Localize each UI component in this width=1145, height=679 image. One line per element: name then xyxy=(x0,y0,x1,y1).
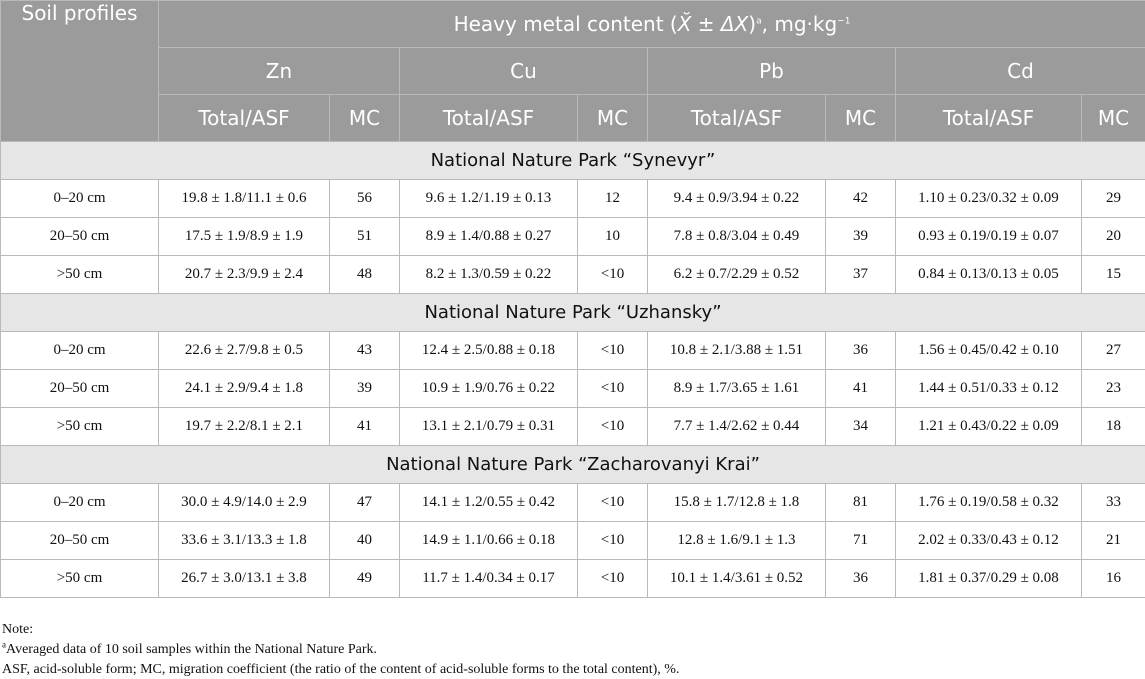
zn-mc-cell: 39 xyxy=(330,370,400,408)
zn-mc-cell: 47 xyxy=(330,484,400,522)
title-footnote-mark: a xyxy=(756,16,762,27)
zn-mc-cell: 49 xyxy=(330,560,400,598)
cu-mc-cell: <10 xyxy=(578,560,648,598)
zn-total-asf-cell: 17.5 ± 1.9/8.9 ± 1.9 xyxy=(159,218,330,256)
cd-mc-cell: 16 xyxy=(1082,560,1145,598)
cu-total-asf-cell: 8.2 ± 1.3/0.59 ± 0.22 xyxy=(400,256,578,294)
cd-total-asf-cell: 1.81 ± 0.37/0.29 ± 0.08 xyxy=(896,560,1082,598)
pb-total-asf-cell: 10.1 ± 1.4/3.61 ± 0.52 xyxy=(648,560,826,598)
cd-total-asf-cell: 1.56 ± 0.45/0.42 ± 0.10 xyxy=(896,332,1082,370)
cu-total-asf-cell: 14.9 ± 1.1/0.66 ± 0.18 xyxy=(400,522,578,560)
cu-mc-cell: <10 xyxy=(578,522,648,560)
pb-mc-cell: 71 xyxy=(826,522,896,560)
pb-total-asf-cell: 7.8 ± 0.8/3.04 ± 0.49 xyxy=(648,218,826,256)
pb-mc-cell: 36 xyxy=(826,332,896,370)
pb-mc-cell: 41 xyxy=(826,370,896,408)
cu-total-asf-cell: 14.1 ± 1.2/0.55 ± 0.42 xyxy=(400,484,578,522)
table-row xyxy=(1,180,1145,218)
metal-header-cu: Cu xyxy=(400,48,648,95)
depth-cell: >50 cm xyxy=(1,256,159,294)
cd-mc-cell: 27 xyxy=(1082,332,1145,370)
zn-total-asf-cell: 19.8 ± 1.8/11.1 ± 0.6 xyxy=(159,180,330,218)
pb-total-asf-cell: 8.9 ± 1.7/3.65 ± 1.61 xyxy=(648,370,826,408)
cd-mc-cell: 20 xyxy=(1082,218,1145,256)
cd-total-asf-cell: 1.10 ± 0.23/0.32 ± 0.09 xyxy=(896,180,1082,218)
pb-mc-cell: 81 xyxy=(826,484,896,522)
table-row xyxy=(1,522,1145,560)
zn-mc-cell: 56 xyxy=(330,180,400,218)
depth-cell: 0–20 cm xyxy=(1,180,159,218)
zn-total-asf-cell: 20.7 ± 2.3/9.9 ± 2.4 xyxy=(159,256,330,294)
depth-cell: >50 cm xyxy=(1,560,159,598)
depth-cell: 20–50 cm xyxy=(1,522,159,560)
cd-mc-cell: 18 xyxy=(1082,408,1145,446)
metal-header-pb: Pb xyxy=(648,48,896,95)
depth-cell: 0–20 cm xyxy=(1,484,159,522)
cd-mc-cell: 29 xyxy=(1082,180,1145,218)
table-row xyxy=(1,408,1145,446)
cd-mc-cell: 21 xyxy=(1082,522,1145,560)
table-body xyxy=(1,142,1145,598)
cu-mc-cell: 12 xyxy=(578,180,648,218)
pb-mc-cell: 42 xyxy=(826,180,896,218)
pb-mc-cell: 36 xyxy=(826,560,896,598)
cu-mc-cell: <10 xyxy=(578,408,648,446)
zn-total-asf-cell: 22.6 ± 2.7/9.8 ± 0.5 xyxy=(159,332,330,370)
zn-total-asf-cell: 33.6 ± 3.1/13.3 ± 1.8 xyxy=(159,522,330,560)
cd-total-asf-cell: 2.02 ± 0.33/0.43 ± 0.12 xyxy=(896,522,1082,560)
table-row xyxy=(1,332,1145,370)
depth-cell: 20–50 cm xyxy=(1,370,159,408)
soil-profiles-header: Soil profiles xyxy=(1,1,159,142)
mc-header: MC xyxy=(578,95,648,142)
pb-total-asf-cell: 10.8 ± 2.1/3.88 ± 1.51 xyxy=(648,332,826,370)
zn-mc-cell: 40 xyxy=(330,522,400,560)
note-label: Note: xyxy=(2,622,34,637)
cu-total-asf-cell: 12.4 ± 2.5/0.88 ± 0.18 xyxy=(400,332,578,370)
table-title: Heavy metal content (X̆ ± ΔX)$^a$, $mg\cdot kg^{-1}$ xyxy=(159,1,1145,48)
cd-total-asf-cell: 0.84 ± 0.13/0.13 ± 0.05 xyxy=(896,256,1082,294)
cd-mc-cell: 33 xyxy=(1082,484,1145,522)
depth-cell: >50 cm xyxy=(1,408,159,446)
pb-mc-cell: 39 xyxy=(826,218,896,256)
cu-mc-cell: <10 xyxy=(578,256,648,294)
pb-total-asf-cell: 9.4 ± 0.9/3.94 ± 0.22 xyxy=(648,180,826,218)
table-row xyxy=(1,560,1145,598)
abbreviations-note: ASF, acid-soluble form; MC, migration coefficient (the ratio of the content of acid-soluble forms to the total content), %. xyxy=(2,662,680,677)
cd-total-asf-cell: 1.76 ± 0.19/0.58 ± 0.32 xyxy=(896,484,1082,522)
park-name: National Nature Park “Zacharovanyi Krai” xyxy=(1,446,1145,484)
zn-mc-cell: 48 xyxy=(330,256,400,294)
mc-header: MC xyxy=(330,95,400,142)
cu-total-asf-cell: 11.7 ± 1.4/0.34 ± 0.17 xyxy=(400,560,578,598)
total-asf-header: Total/ASF xyxy=(159,95,330,142)
cu-mc-cell: <10 xyxy=(578,484,648,522)
cu-total-asf-cell: 9.6 ± 1.2/1.19 ± 0.13 xyxy=(400,180,578,218)
pb-mc-cell: 37 xyxy=(826,256,896,294)
cd-total-asf-cell: 1.21 ± 0.43/0.22 ± 0.09 xyxy=(896,408,1082,446)
park-group-row xyxy=(1,294,1145,332)
pb-mc-cell: 34 xyxy=(826,408,896,446)
table-row xyxy=(1,370,1145,408)
pb-total-asf-cell: 6.2 ± 0.7/2.29 ± 0.52 xyxy=(648,256,826,294)
depth-cell: 0–20 cm xyxy=(1,332,159,370)
pb-total-asf-cell: 15.8 ± 1.7/12.8 ± 1.8 xyxy=(648,484,826,522)
zn-total-asf-cell: 19.7 ± 2.2/8.1 ± 2.1 xyxy=(159,408,330,446)
mc-header: MC xyxy=(826,95,896,142)
total-asf-header: Total/ASF xyxy=(648,95,826,142)
units-exponent: −1 xyxy=(837,16,851,27)
cd-mc-cell: 15 xyxy=(1082,256,1145,294)
park-group-row xyxy=(1,142,1145,180)
table-row xyxy=(1,218,1145,256)
table-header xyxy=(1,1,1145,142)
cu-mc-cell: <10 xyxy=(578,370,648,408)
zn-mc-cell: 41 xyxy=(330,408,400,446)
cd-total-asf-cell: 1.44 ± 0.51/0.33 ± 0.12 xyxy=(896,370,1082,408)
depth-cell: 20–50 cm xyxy=(1,218,159,256)
zn-total-asf-cell: 26.7 ± 3.0/13.1 ± 3.8 xyxy=(159,560,330,598)
total-asf-header: Total/ASF xyxy=(896,95,1082,142)
cd-total-asf-cell: 0.93 ± 0.19/0.19 ± 0.07 xyxy=(896,218,1082,256)
park-name: National Nature Park “Synevyr” xyxy=(1,142,1145,180)
zn-total-asf-cell: 24.1 ± 2.9/9.4 ± 1.8 xyxy=(159,370,330,408)
table-row xyxy=(1,484,1145,522)
cu-total-asf-cell: 13.1 ± 2.1/0.79 ± 0.31 xyxy=(400,408,578,446)
pb-total-asf-cell: 12.8 ± 1.6/9.1 ± 1.3 xyxy=(648,522,826,560)
total-asf-header: Total/ASF xyxy=(400,95,578,142)
cu-mc-cell: 10 xyxy=(578,218,648,256)
zn-mc-cell: 43 xyxy=(330,332,400,370)
table-row xyxy=(1,256,1145,294)
footnote-a: $^a$Averaged data of 10 soil samples within the National Nature Park. xyxy=(2,639,378,657)
metal-header-cd: Cd xyxy=(896,48,1145,95)
zn-total-asf-cell: 30.0 ± 4.9/14.0 ± 2.9 xyxy=(159,484,330,522)
pb-total-asf-cell: 7.7 ± 1.4/2.62 ± 0.44 xyxy=(648,408,826,446)
mc-header: MC xyxy=(1082,95,1145,142)
title-formula: X̆ ± ΔX xyxy=(677,12,749,36)
cu-total-asf-cell: 10.9 ± 1.9/0.76 ± 0.22 xyxy=(400,370,578,408)
park-group-row xyxy=(1,446,1145,484)
zn-mc-cell: 51 xyxy=(330,218,400,256)
cu-total-asf-cell: 8.9 ± 1.4/0.88 ± 0.27 xyxy=(400,218,578,256)
park-name: National Nature Park “Uzhansky” xyxy=(1,294,1145,332)
cd-mc-cell: 23 xyxy=(1082,370,1145,408)
cu-mc-cell: <10 xyxy=(578,332,648,370)
metal-header-zn: Zn xyxy=(159,48,400,95)
